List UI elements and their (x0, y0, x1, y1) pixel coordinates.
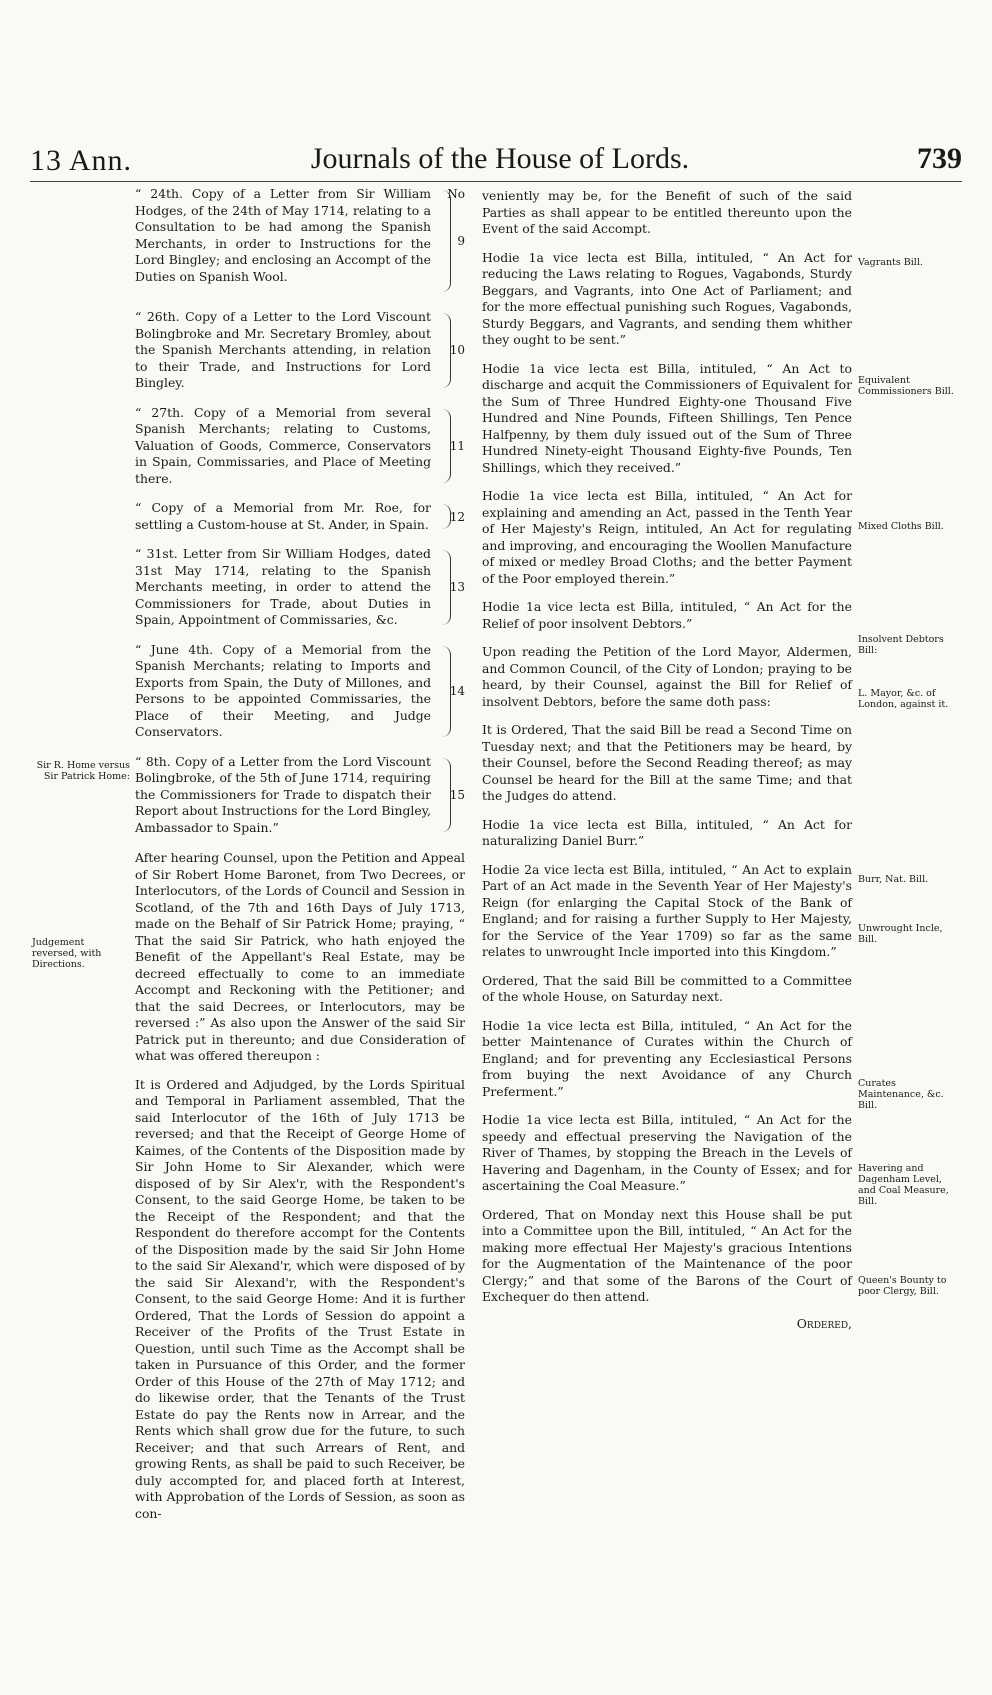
list-item (135, 754, 465, 837)
margin-note-judgement: Judgement reversed, with Directions. (32, 937, 102, 970)
entry-text: “ 27th. Copy of a Memorial from several Spanish Merchants; relating to Customs, Valuation of Goods, Commerce, Conservators in Spain, Commissaries, and Place of Meeting there. (135, 404, 431, 486)
margin-note-insolvent: Insolvent Debtors Bill: (858, 634, 944, 656)
paragraph-bounty-order: Ordered, That on Monday next this House shall be put into a Committee upon the Bill, intituled, “ An Act for the making more effectual Her Majesty's gracious Intentions for the Augmentation of the Maintenance of the poor Clergy;” and that some of the Barons of the Court of Exchequer do then attend. (482, 1206, 852, 1304)
margin-note-havering: Havering and Dagenham Level, and Coal Measure, Bill. (858, 1163, 949, 1207)
margin-note-equivalent: Equivalent Commissioners Bill. (858, 375, 954, 397)
paragraph-equivalent-bill: Hodie 1a vice lecta est Billa, intituled, “ An Act to discharge and acquit the Commissioners of Equivalent for the Sum of Three Hundred Eighty-one Thousand Five Hundred and Nine Pounds, Fifteen Shillings, Ten Pence Halfpenny, by them duly issued out of the Sum of Three Hundred Ninety-eight Thousand Eighty-five Pounds, Ten Shillings, which they received.” (482, 360, 852, 475)
entry-number: 14 (449, 683, 465, 698)
margin-note-vagrants: Vagrants Bill. (858, 257, 923, 268)
list-item (135, 500, 465, 533)
margin-note-burr: Burr, Nat. Bill. (858, 874, 929, 885)
entry-text: “ 8th. Copy of a Letter from the Lord Viscount Bolingbroke, of the 5th of June 1714, requiring the Commissioners for Trade to dispatch their Report about Instructions for the Lord Bingley, Ambassador to Spain.” (135, 753, 431, 835)
entry-text: “ Copy of a Memorial from Mr. Roe, for settling a Custom-house at St. Ander, in Spain. (135, 500, 431, 532)
margin-note-curates: Curates Maintenance, &c. Bill. (858, 1078, 944, 1111)
entry-number: 12 (449, 509, 465, 524)
paragraph-second-reading-order: It is Ordered, That the said Bill be read a Second Time on Tuesday next; and that the Petitioners may be heard, by their Counsel, before the Second Reading thereof; as may Counsel be heard for the Bill at the same Time; and that the Judges do attend. (482, 722, 852, 803)
entry-number: 11 (449, 438, 465, 453)
regnal-year: 13 Ann. (30, 144, 133, 177)
paragraph-havering-bill: Hodie 1a vice lecta est Billa, intituled, “ An Act for the speedy and effectual preserving the Navigation of the River of Thames, by stopping the Breach in the Levels of Havering and Dagenham, in the County of Essex; and for ascertaining the Coal Measure.” (482, 1112, 852, 1193)
right-column (482, 188, 852, 1332)
list-item (135, 642, 465, 741)
catchword: Ordered, (796, 1315, 852, 1331)
margin-note-bounty: Queen's Bounty to poor Clergy, Bill. (858, 1275, 947, 1297)
paragraph-insolvent-bill: Hodie 1a vice lecta est Billa, intituled, “ An Act for the Relief of poor insolvent Debtors.” (482, 599, 852, 631)
entry-text: “ June 4th. Copy of a Memorial from the Spanish Merchants; relating to Imports and Exports from Spain, the Duty of Millones, and Persons to be appointed Commissaries, the Place of their Meeting, and Judge Conservators. (135, 641, 431, 739)
paragraph-home-appeal: After hearing Counsel, upon the Petition and Appeal of Sir Robert Home Baronet, from Two Decrees, or Interlocutors, of the Lords of Council and Session in Scotland, of the 7th and 16th Days of July 1713, made on the Behalf of Sir Patrick Home; praying, “ That the said Sir Patrick, who hath enjoyed the Benefit of the Appellant's Real Estate, may be decreed effectually to come to an immediate Accompt and Reckoning with the Petitioner; and that the said Decrees, or Interlocutors, may be reversed :” As also upon the Answer of the said Sir Patrick put in thereunto; and due Consideration of what was offered thereupon : (135, 850, 465, 1063)
margin-note-incle: Unwrought Incle, Bill. (858, 923, 943, 945)
paragraph-committed-order: Ordered, That the said Bill be committed to a Committee of the whole House, on Saturday next. (482, 972, 852, 1004)
list-item (135, 405, 465, 488)
margin-note-home: Sir R. Home versus Sir Patrick Home: (36, 760, 130, 782)
left-column (135, 186, 465, 1534)
entry-text: “ 31st. Letter from Sir William Hodges, dated 31st May 1714, relating to the Spanish Merchants meeting, in order to attend the Commissioners for Trade, about Duties in Spain, Appointment of Commissaries, &c. (135, 546, 431, 627)
brace (442, 190, 451, 292)
entry-number: 10 (449, 343, 465, 357)
entry-number: 13 (449, 580, 465, 594)
paragraph-burr-bill: Hodie 1a vice lecta est Billa, intituled, “ An Act for naturalizing Daniel Burr.” (482, 816, 852, 848)
running-title: Journals of the House of Lords. (310, 142, 690, 175)
entry-text: “ 24th. Copy of a Letter from Sir William Hodges, of the 24th of May 1714, relating to a Consultation to be had among the Spanish Merchants, in order to Instructions for the Lord Bingley; and enclosing an Accompt of the Duties on Spanish Wool. (135, 186, 431, 284)
entry-text: “ 26th. Copy of a Letter to the Lord Viscount Bolingbroke and Mr. Secretary Bromley, about the Spanish Merchants attending, in relation to their Trade, and Instructions for Lord Bingley. (135, 309, 431, 390)
paragraph-incle-bill: Hodie 2a vice lecta est Billa, intituled, “ An Act to explain Part of an Act made in the Seventh Year of Her Majesty's Reign (for enlarging the Capital Stock of the Bank of England; and for raising a further Supply to Her Majesty, for the Service of the Year 1709) so far as the same relates to unwrought Incle imported into this Kingdom.” (482, 861, 852, 959)
header-rule (30, 181, 962, 182)
paragraph-cloths-bill: Hodie 1a vice lecta est Billa, intituled, “ An Act for explaining and amending an Act, passed in the Tenth Year of Her Majesty's Reign, intituled, An Act for regulating and improving, and encouraging the Woollen Manufacture of mixed or medley Broad Cloths; and the better Payment of the Poor employed therein.” (482, 488, 852, 586)
page-number: 739 (917, 142, 962, 175)
page-header (0, 142, 992, 186)
paragraph-judgement: It is Ordered and Adjudged, by the Lords Spiritual and Temporal in Parliament assembled, That the said Interlocutor of the 16th of July 1713 be reversed; and that the Receipt of George Home of Kaimes, of the Contents of the Disposition made by Sir John Home to Sir Alexander, which were disposed of by Sir Alex'r, with the Respondent's Consent, to the said George Home, be taken to be the Receipt of the Respondent; and that the Respondent do therefore accompt for the Contents of the Disposition made by the said Sir John Home to the said Sir Alexand'r, which were disposed of by the said Sir Alexand'r, with the Respondent's Consent, to the said George Home: And it is further Ordered, That the Lords of Session do appoint a Receiver of the Profits of the Trust Estate in Question, until such Time as the Accompt shall be taken in Pursuance of this Order, and the former Order of this House of the 27th of May 1712; and do likewise order, that the Tenants of the Trust Estate do pay the Rents now in Arrear, and the Rents which shall grow due for the future, to such Receiver; and that such Arrears of Rent, and growing Rents, as shall be paid to such Receiver, be duly accompted for, and placed forth at Interest, with Approbation of the Lords of Session, as soon as con- (135, 1076, 465, 1521)
list-item (135, 309, 465, 392)
list-item (135, 546, 465, 629)
margin-note-london: L. Mayor, &c. of London, against it. (858, 688, 949, 710)
entry-no-label: No (447, 187, 465, 201)
entry-number: 15 (449, 787, 465, 802)
paragraph-curates-bill: Hodie 1a vice lecta est Billa, intituled, “ An Act for the better Maintenance of Curates within the Church of England; and for preventing any Ecclesiastical Persons from buying the next Avoidance of any Church Preferment.” (482, 1017, 852, 1099)
margin-note-cloths: Mixed Cloths Bill. (858, 521, 944, 532)
paragraph-vagrants-bill: Hodie 1a vice lecta est Billa, intituled, “ An Act for reducing the Laws relating to Rogues, Vagabonds, Sturdy Beggars, and Vagrants, into One Act of Parliament; and for the more effectual punishing such Rogues, Vagabonds, Sturdy Beggars, and Vagrants, and sending them whither they ought to be sent.” (482, 249, 852, 347)
list-item (135, 186, 465, 296)
paragraph-continuation: veniently may be, for the Benefit of such of the said Parties as shall appear to be entitled thereunto upon the Event of the said Accompt. (482, 188, 852, 236)
entry-number: 9 (457, 233, 465, 248)
paragraph-london-petition: Upon reading the Petition of the Lord Mayor, Aldermen, and Common Council, of the City of London; praying to be heard, by their Counsel, against the Bill for Relief of insolvent Debtors, before the same doth pass: (482, 644, 852, 709)
